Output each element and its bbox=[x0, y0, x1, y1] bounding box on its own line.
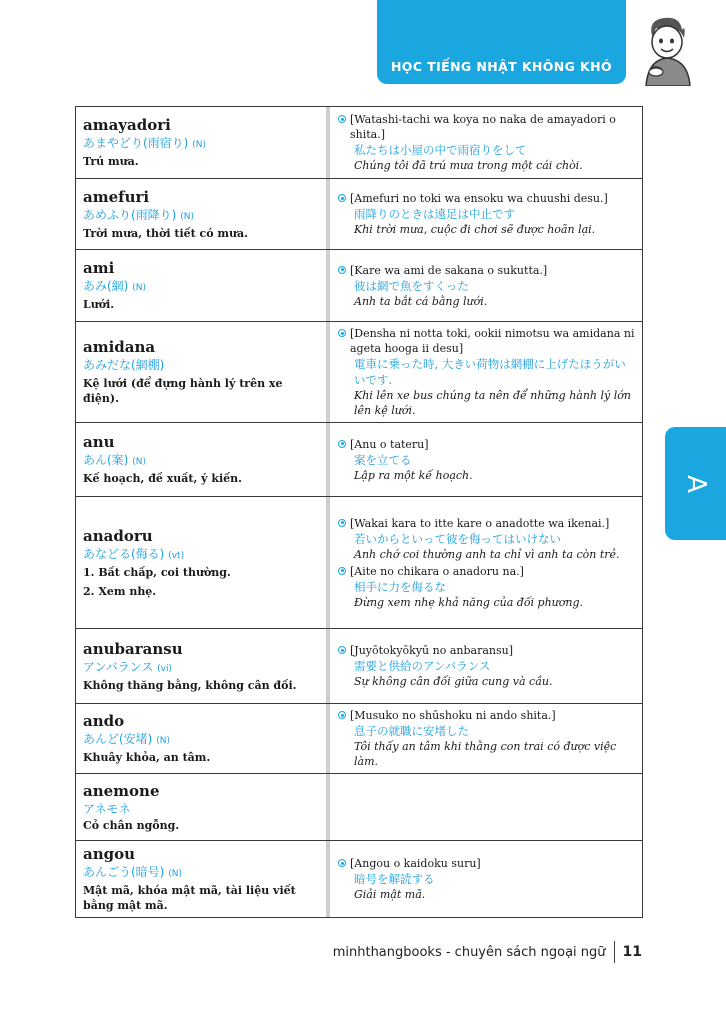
table-row bbox=[76, 629, 643, 704]
example-cell bbox=[330, 704, 643, 774]
meaning: Lưới. bbox=[83, 298, 115, 311]
headword-cell bbox=[76, 704, 327, 774]
bullet-icon bbox=[338, 711, 346, 719]
example-japanese: 雨降りのときは遠足は中止です bbox=[354, 207, 515, 221]
example-cell bbox=[330, 107, 643, 179]
headword-kana: アンバランス (vi) bbox=[83, 659, 173, 674]
header-banner bbox=[377, 0, 626, 84]
example-romaji: [Musuko no shūshoku ni ando shita.] bbox=[350, 709, 556, 722]
bullet-icon bbox=[338, 440, 346, 448]
page-number: 11 bbox=[622, 944, 642, 960]
example bbox=[338, 326, 636, 418]
headword-kana: あまやどり(雨宿り) (N) bbox=[83, 136, 206, 150]
example-romaji: [Amefuri no toki wa ensoku wa chuushi desu.] bbox=[350, 192, 608, 205]
part-of-speech: (N) bbox=[132, 457, 146, 467]
table-row bbox=[76, 497, 643, 629]
example-translation: Lập ra một kế hoạch. bbox=[354, 468, 473, 482]
meaning: 1. Bất chấp, coi thường. bbox=[83, 565, 231, 579]
headword-kana: あなどる(侮る) (vt) bbox=[83, 546, 185, 561]
table-row bbox=[76, 250, 643, 322]
headword: ami bbox=[83, 259, 115, 277]
headword-kana: アネモネ bbox=[83, 801, 131, 816]
example-romaji: [Kare wa ami de sakana o sukutta.] bbox=[350, 263, 548, 277]
part-of-speech: (N) bbox=[168, 869, 182, 879]
example bbox=[338, 263, 636, 309]
example-cell bbox=[330, 322, 643, 423]
example bbox=[338, 564, 636, 610]
example-cell bbox=[330, 841, 643, 918]
bullet-icon bbox=[338, 194, 346, 202]
meaning: Trú mưa. bbox=[83, 155, 139, 168]
headword-kana: あんごう(暗号) (N) bbox=[83, 865, 182, 879]
bullet-icon bbox=[338, 567, 346, 575]
example-romaji: [Watashi-tachi wa koya no naka de amayadori o shita.] bbox=[350, 113, 616, 141]
table-row bbox=[76, 423, 643, 497]
example bbox=[338, 643, 636, 689]
example-translation: Tôi thấy an tâm khi thằng con trai có được việc làm. bbox=[354, 740, 617, 768]
headword-cell bbox=[76, 423, 327, 497]
headword-cell bbox=[76, 250, 327, 322]
publisher-text: minhthangbooks - chuyên sách ngoại ngữ bbox=[332, 944, 606, 960]
mascot-illustration-icon bbox=[634, 14, 696, 86]
example-japanese: 彼は網で魚をすくった bbox=[354, 278, 469, 293]
example-japanese: 需要と供給のアンバランス bbox=[354, 659, 491, 673]
example bbox=[338, 112, 636, 173]
example-translation: Khi lên xe bus chúng ta nên để những hành lý lớn lên kệ lưới. bbox=[354, 389, 631, 417]
example-romaji: [Juyōtokyōkyū no anbaransu] bbox=[350, 644, 513, 657]
part-of-speech: (N) bbox=[156, 736, 170, 746]
example-translation: Chúng tôi đã trú mưa trong một cái chòi. bbox=[354, 159, 583, 172]
meaning: Kệ lưới (để đựng hành lý trên xe điện). bbox=[83, 377, 283, 405]
example-translation: Giải mật mã. bbox=[354, 888, 426, 901]
table-row bbox=[76, 704, 643, 774]
bullet-icon bbox=[338, 519, 346, 527]
headword-kana: あみだな(網棚) bbox=[83, 358, 165, 372]
example-japanese: 暗号を解読する bbox=[354, 872, 435, 886]
example-translation: Anh chớ coi thường anh ta chỉ vì anh ta còn trẻ. bbox=[354, 547, 620, 561]
table-row bbox=[76, 774, 643, 841]
headword: angou bbox=[83, 845, 136, 863]
example-romaji: [Angou o kaidoku suru] bbox=[350, 857, 481, 870]
headword-cell bbox=[76, 179, 327, 250]
example-japanese: 相手に力を侮るな bbox=[354, 579, 446, 594]
headword-kana: あめふり(雨降り) (N) bbox=[83, 207, 194, 222]
headword-cell bbox=[76, 629, 327, 704]
example-cell bbox=[330, 629, 643, 704]
bullet-icon bbox=[338, 266, 346, 274]
headword: ando bbox=[83, 712, 125, 730]
example-translation: Khi trời mưa, cuộc đi chơi sẽ được hoãn lại. bbox=[354, 223, 596, 236]
bullet-icon bbox=[338, 646, 346, 654]
part-of-speech: (N) bbox=[180, 211, 194, 222]
headword: anu bbox=[83, 433, 115, 451]
table-row bbox=[76, 107, 643, 179]
headword: amefuri bbox=[83, 187, 150, 206]
example bbox=[338, 856, 636, 902]
headword: amayadori bbox=[83, 116, 171, 134]
dictionary-table bbox=[75, 106, 643, 918]
example-translation: Anh ta bắt cá bằng lưới. bbox=[354, 294, 488, 308]
part-of-speech: (N) bbox=[132, 283, 146, 293]
headword-cell bbox=[76, 322, 327, 423]
example-translation: Sự không cân đối giữa cung và cầu. bbox=[354, 675, 553, 688]
footer-divider bbox=[614, 941, 615, 963]
headword: amidana bbox=[83, 338, 156, 356]
headword: anemone bbox=[83, 781, 160, 800]
headword-cell bbox=[76, 107, 327, 179]
part-of-speech: (N) bbox=[192, 140, 206, 150]
example-cell bbox=[330, 423, 643, 497]
headword: anubaransu bbox=[83, 639, 183, 658]
table-row bbox=[76, 179, 643, 250]
page-footer bbox=[333, 941, 642, 963]
bullet-icon bbox=[338, 859, 346, 867]
example-romaji: [Anu o tateru] bbox=[350, 437, 429, 451]
example-japanese: 私たちは小屋の中で雨宿りをして bbox=[354, 143, 527, 157]
bullet-icon bbox=[338, 115, 346, 123]
meaning: Khuây khỏa, an tâm. bbox=[83, 751, 211, 764]
example-cell bbox=[330, 250, 643, 322]
bullet-icon bbox=[338, 329, 346, 337]
meaning: Mật mã, khóa mật mã, tài liệu viết bằng mật mã. bbox=[83, 884, 296, 912]
meaning: 2. Xem nhẹ. bbox=[83, 584, 157, 598]
headword-kana: あみ(網) (N) bbox=[83, 279, 146, 293]
example-romaji: [Wakai kara to itte kare o anadotte wa ikenai.] bbox=[350, 516, 610, 530]
example-romaji: [Aite no chikara o anadoru na.] bbox=[350, 564, 524, 578]
example bbox=[338, 191, 636, 237]
meaning: Trời mưa, thời tiết có mưa. bbox=[83, 226, 248, 240]
example-cell bbox=[330, 497, 643, 629]
banner-title: HỌC TIẾNG NHẬT KHÔNG KHÓ bbox=[390, 59, 613, 74]
part-of-speech: (vt) bbox=[168, 550, 185, 561]
alphabet-index-letter: A bbox=[680, 474, 711, 493]
headword-kana: あん(案) (N) bbox=[83, 453, 146, 467]
alphabet-index-tab[interactable] bbox=[665, 427, 726, 540]
headword-cell bbox=[76, 774, 327, 841]
example-japanese: 案を立てる bbox=[354, 452, 412, 467]
headword-cell bbox=[76, 497, 327, 629]
meaning: Không thăng bằng, không cân đối. bbox=[83, 678, 297, 692]
example-cell bbox=[330, 774, 643, 841]
example bbox=[338, 437, 636, 483]
part-of-speech: (vi) bbox=[157, 663, 173, 674]
example bbox=[338, 708, 636, 769]
example bbox=[338, 516, 636, 562]
example-japanese: 若いからといって彼を侮ってはいけない bbox=[354, 531, 561, 546]
example-cell bbox=[330, 179, 643, 250]
headword: anadoru bbox=[83, 526, 153, 545]
headword-kana: あんど(安堵) (N) bbox=[83, 732, 170, 746]
table-row bbox=[76, 322, 643, 423]
meaning: Cỏ chân ngỗng. bbox=[83, 818, 180, 832]
table-row bbox=[76, 841, 643, 918]
example-japanese: 息子の就職に安堵した bbox=[354, 724, 469, 738]
headword-cell bbox=[76, 841, 327, 918]
meaning: Kế hoạch, đề xuất, ý kiến. bbox=[83, 472, 242, 485]
example-translation: Đừng xem nhẹ khả năng của đối phương. bbox=[354, 595, 584, 609]
example-romaji: [Densha ni notta toki, ookii nimotsu wa amidana ni ageta hooga ii desu] bbox=[350, 327, 635, 355]
example-japanese: 電車に乗った時, 大きい荷物は網棚に上げたほうがいいです. bbox=[354, 357, 626, 387]
